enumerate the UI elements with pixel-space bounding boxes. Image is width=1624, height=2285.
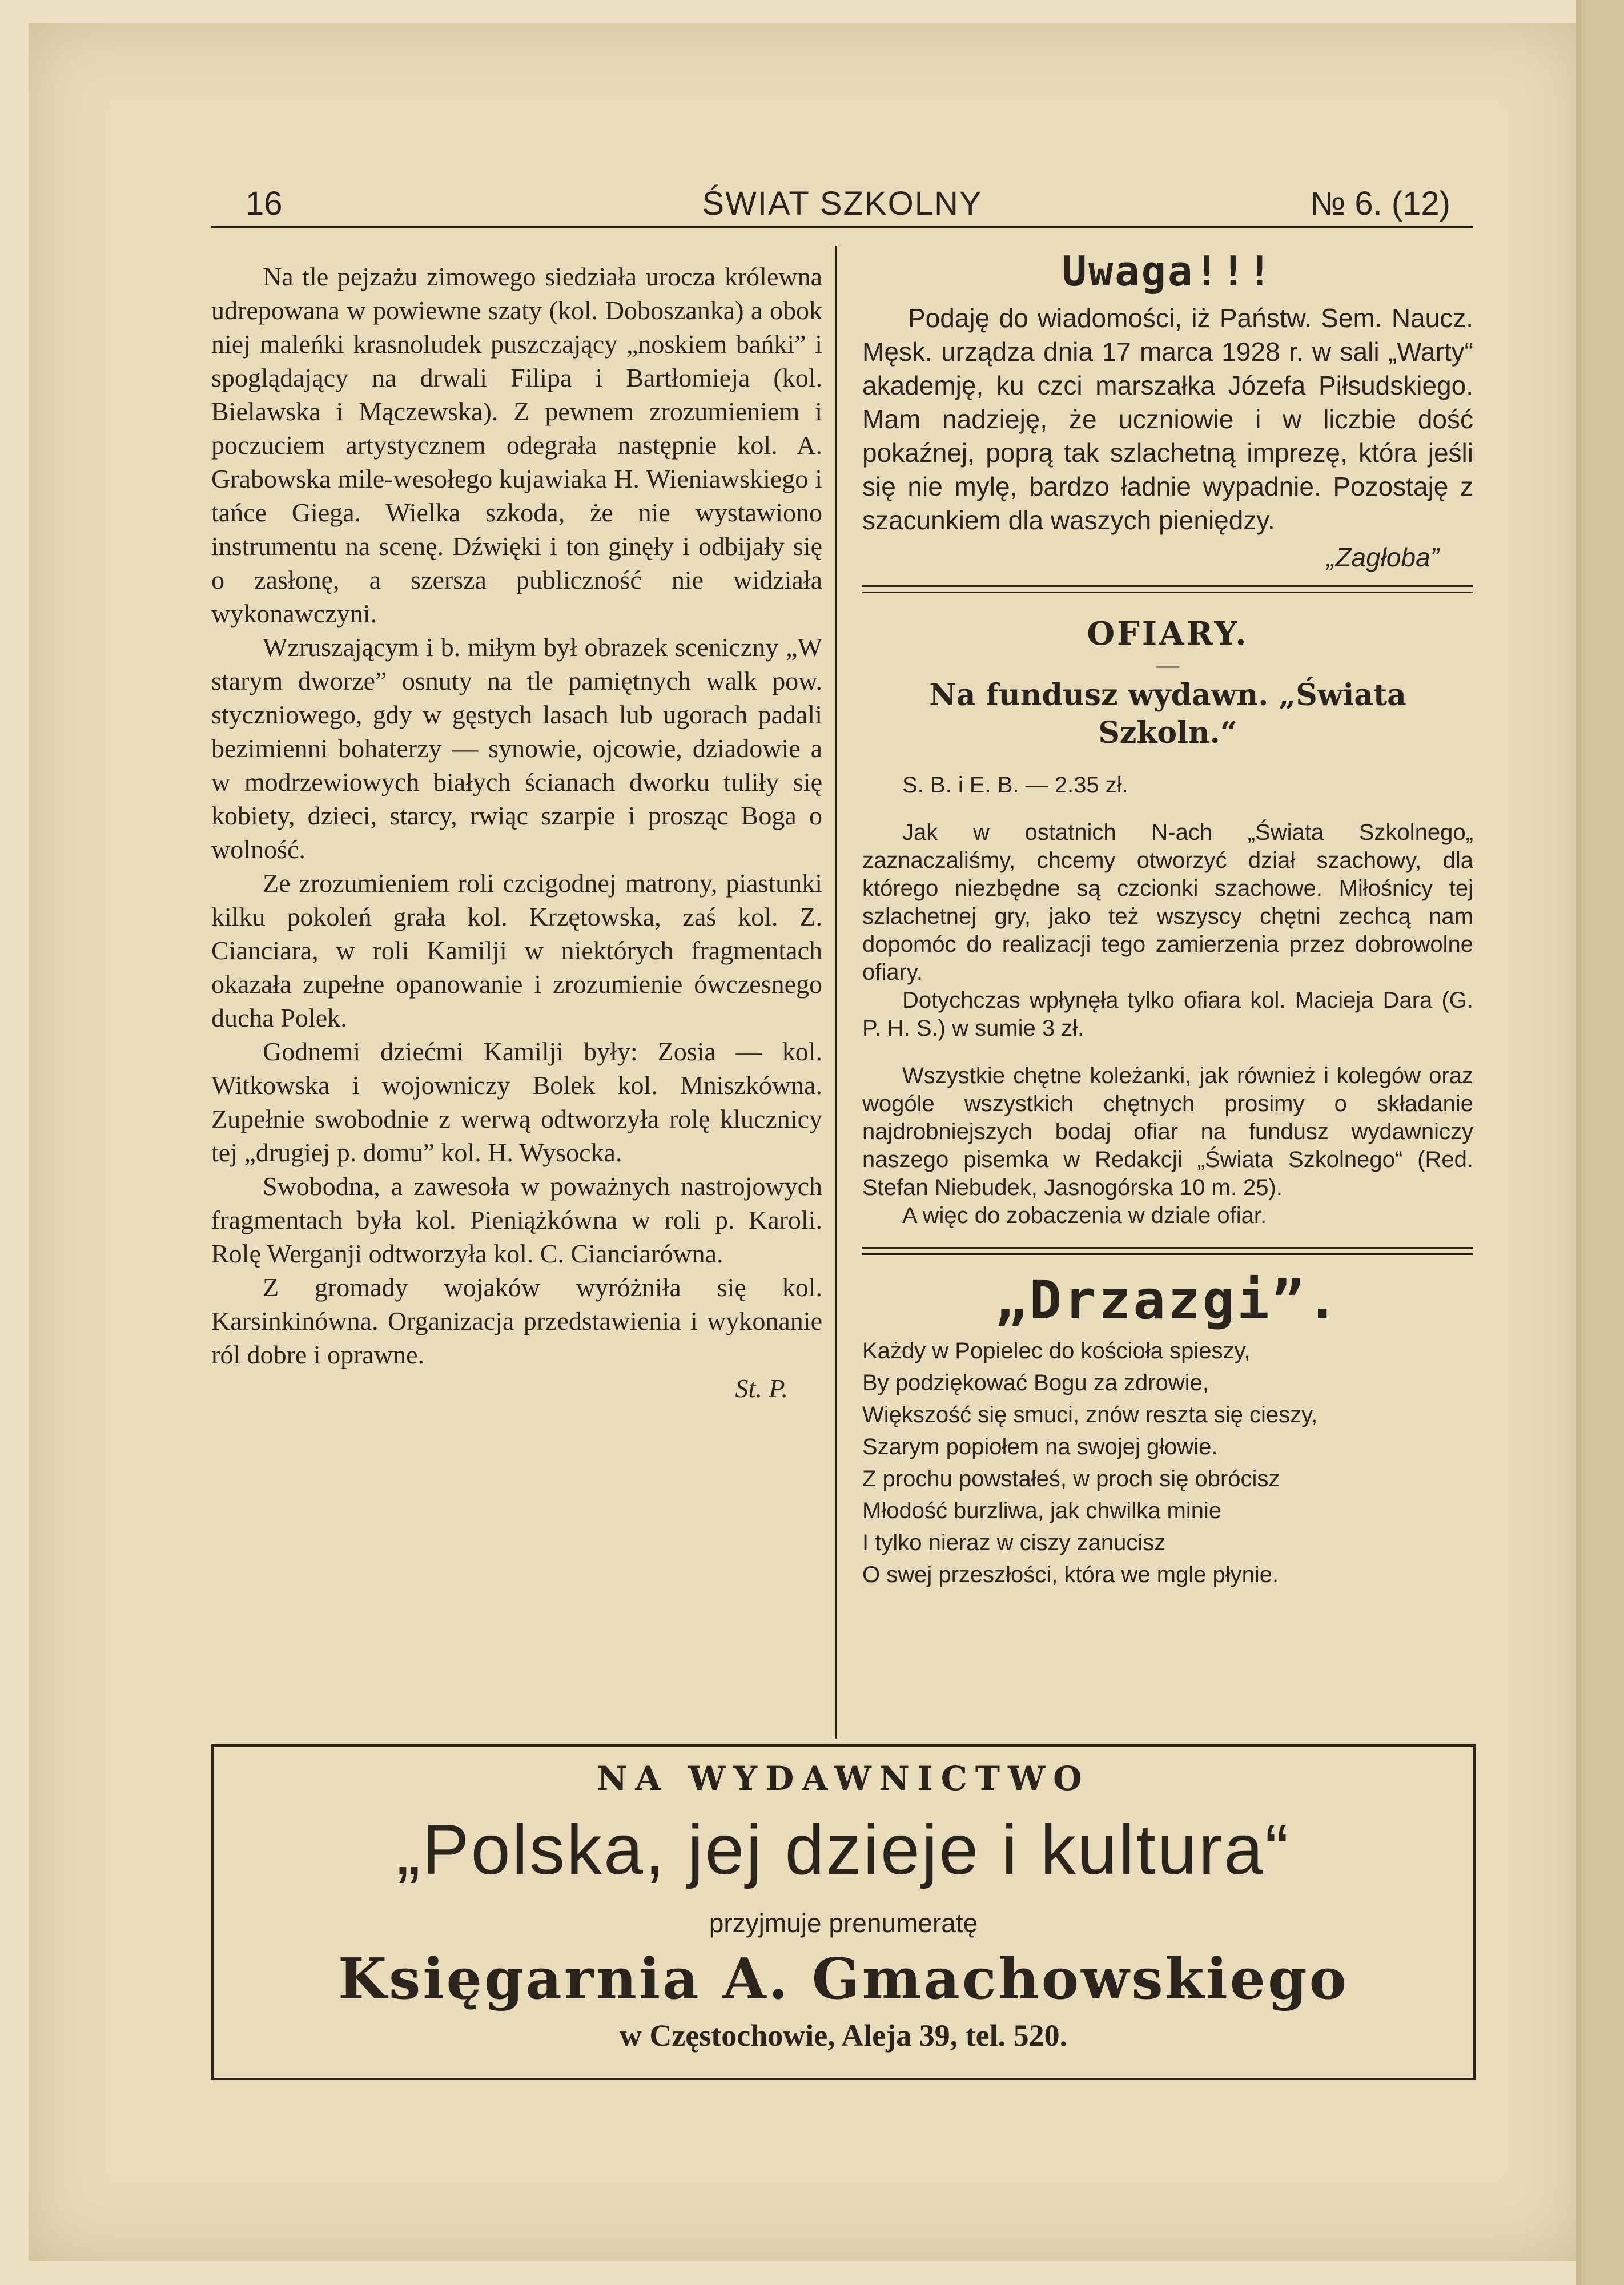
- poem-line: I tylko nieraz w ciszy zanucisz: [862, 1530, 1166, 1555]
- issue-number: № 6. (12): [1310, 185, 1450, 222]
- poem-line: Każdy w Popielec do kościoła spieszy,: [862, 1338, 1251, 1363]
- double-rule: [862, 1247, 1473, 1255]
- ofiary-paragraph: Dotychczas wpłynęła tylko ofiara kol. Macieja Dara (G. P. H. S.) w sumie 3 zł.: [862, 988, 1473, 1041]
- advert-bookstore-name: Księgarnia A. Gmachowskiego: [337, 1946, 1349, 2012]
- publication-title: ŚWIAT SZKOLNY: [702, 185, 983, 222]
- poem-line: Młodość burzliwa, jak chwilka minie: [862, 1498, 1222, 1523]
- advert-publication-title: „Polska, jej dzieje i kultura“: [396, 1811, 1291, 1889]
- poem-line: Szarym popiołem na swojej głowie.: [862, 1434, 1218, 1459]
- drzazgi-title: „Drzazgi”.: [995, 1269, 1341, 1331]
- separator-dash: —: [1156, 652, 1179, 678]
- uwaga-title: Uwaga!!!: [1062, 247, 1274, 295]
- poem-line: O swej przeszłości, która we mgle płynie.: [862, 1562, 1279, 1587]
- article-paragraph: Wzruszającym i b. miłym był obrazek sceniczny „W starym dworze” osnuty na tle pamiętnych walk pow. styczniowego, gdy w gęstych lasach lub ugorach padali bezimienni bohaterzy — synowie, ojcowie, dziadowie a w modrzewiowych białych ścianach dworku tuliły się kobiety, dzieci, starcy, rwiąc szarpie i prosząc Boga o wolność.: [211, 633, 822, 864]
- ofiary-title: OFIARY.: [1087, 615, 1249, 653]
- ofiary-paragraph: Wszystkie chętne koleżanki, jak również i kolegów oraz wogóle wszystkich chętnych prosimy o składanie najdrobniejszych bodaj ofiar na fundusz wydawniczy naszego pisemka w Redakcji „Świata Szkolnego“ (Red. Stefan Niebudek, Jasnogórska 10 m. 25).: [862, 1063, 1473, 1200]
- ofiary-paragraph: Jak w ostatnich N-ach „Świata Szkolnego„ zaznaczaliśmy, chcemy otworzyć dział szachowy, dla którego niezbędne są czcionki szachowe. Miłośnicy tej szlachetnej gry, jako też wszyscy chętni zechcą nam dopomóc do realizacji tego zamierzenia przez dobrowolne ofiary.: [862, 820, 1473, 985]
- article-paragraph: Godnemi dziećmi Kamilji były: Zosia — kol. Witkowska i wojowniczy Bolek kol. Mniszkówna. Zupełnie swobodnie z werwą odtworzyła rolę klucznicy tej „drugiej p. domu” kol. H. Wysocka.: [211, 1037, 822, 1167]
- column-divider: [835, 246, 837, 1739]
- left-column-article: [211, 260, 822, 1405]
- article-paragraph: Ze zrozumieniem roli czcigodnej matrony, piastunki kilku pokoleń grała kol. Krzętowska, zaś kol. Z. Cianciara, w roli Kamilji w niektórych fragmentach okazała zupełne opanowanie i zrozumienie ówczesnego ducha Polek.: [211, 868, 822, 1032]
- advertisement-box: [211, 1744, 1476, 2080]
- uwaga-text: Podaję do wiadomości, iż Państw. Sem. Naucz. Męsk. urządza dnia 17 marca 1928 r. w sali „Warty“ akademję, ku czci marszałka Józefa Piłsudskiego. Mam nadzieję, że uczniowie i w liczbie dość pokaźnej, poprą tak szlachetną imprezę, która jeśli się nie mylę, bardzo ładnie wypadnie. Pozostaję z szacunkiem dla waszych pieniędzy.: [862, 303, 1473, 535]
- fund-heading: Na fundusz wydawn. „Świata Szkoln.“: [929, 678, 1406, 750]
- page-shadow: [1576, 0, 1582, 2285]
- poem-line: Większość się smuci, znów reszta się cieszy,: [862, 1402, 1318, 1427]
- page-number: 16: [246, 185, 283, 222]
- article-signature: St. P.: [735, 1374, 788, 1403]
- ofiary-paragraph: A więc do zobaczenia w dziale ofiar.: [902, 1203, 1267, 1228]
- advert-subtext: przyjmuje prenumeratę: [709, 1908, 978, 1938]
- poem-line: By podziękować Bogu za zdrowie,: [862, 1370, 1209, 1395]
- article-paragraph: Swobodna, a zawesoła w poważnych nastrojowych fragmentach była kol. Pieniążkówna w roli p. Karoli. Rolę Werganji odtworzyła kol. C. Cianciarówna.: [211, 1172, 822, 1268]
- advert-address: w Częstochowie, Aleja 39, tel. 520.: [619, 2018, 1068, 2053]
- page-header: [211, 171, 1473, 228]
- advert-heading: NA WYDAWNICTWO: [597, 1759, 1090, 1798]
- article-paragraph: Na tle pejzażu zimowego siedziała urocza królewna udrepowana w powiewne szaty (kol. Doboszanka) a obok niej maleńki krasnoludek puszczający „noskiem bańki” i spoglądający na drwali Filipa i Bartłomieja (kol. Bielawska i Mączewska). Z pewnem zrozumieniem i poczuciem artystycznem odegrała następnie kol. A. Grabowska mile-wesołego kujawiaka H. Wieniawskiego i tańce Giega. Wielka szkoda, że nie wystawiono instrumentu na scenę. Dźwięki i ton ginęły i odbijały się o zasłonę, a szersza publiczność nie widziała wykonawczyni.: [211, 262, 822, 628]
- double-rule: [862, 585, 1473, 593]
- poem-line: Z prochu powstałeś, w proch się obrócisz: [862, 1466, 1280, 1491]
- right-column: [862, 246, 1473, 1591]
- uwaga-signature: „Zagłoba”: [1326, 542, 1439, 572]
- next-page-edge: [1582, 0, 1624, 2285]
- article-paragraph: Z gromady wojaków wyróżniła się kol. Karsinkinówna. Organizacja przedstawienia i wykonanie ról dobre i oprawne.: [211, 1273, 822, 1369]
- donation-entry: S. B. i E. B. — 2.35 zł.: [902, 773, 1128, 798]
